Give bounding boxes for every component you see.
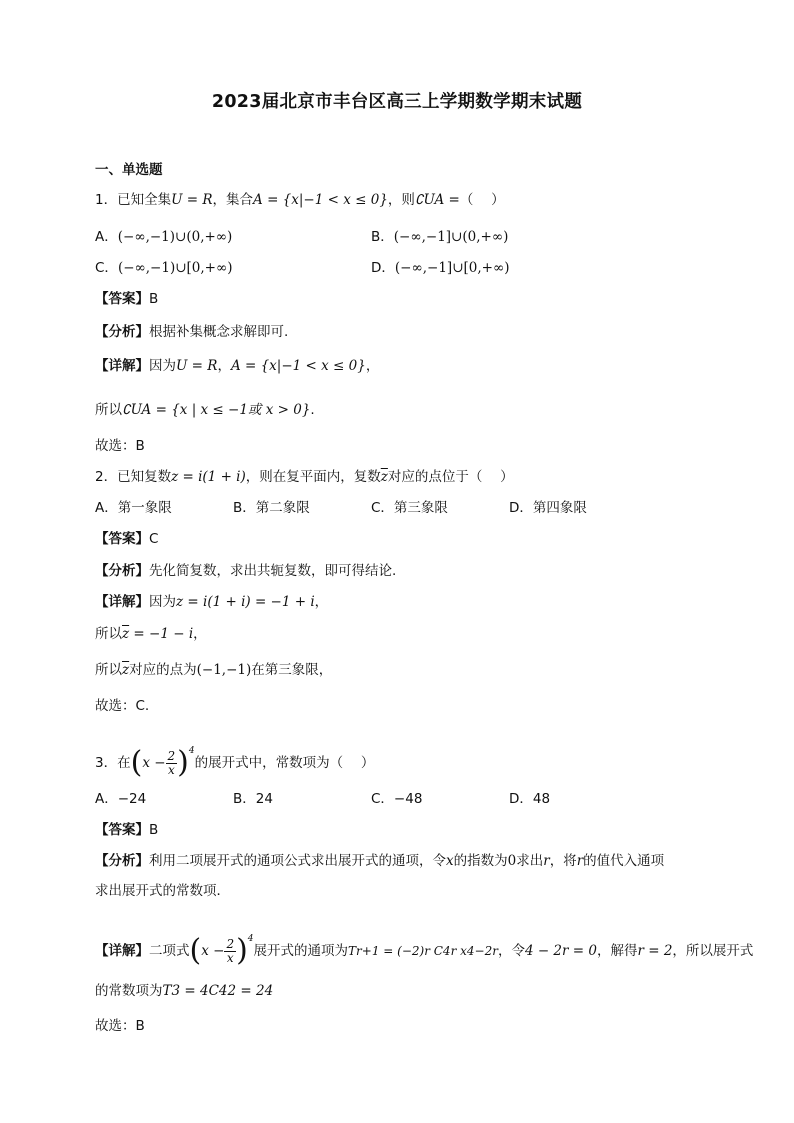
q3-t3-expr: T3 = 4C42 = 24	[162, 983, 274, 999]
q1-detail	[95, 356, 379, 376]
q3-analysis-d: ，将	[549, 853, 577, 869]
q1-answer	[95, 289, 158, 309]
q2-detail	[95, 592, 328, 612]
q3-detail-power: 4	[247, 934, 254, 944]
q1-detail-b: ，	[217, 358, 231, 374]
q2-option-a: A．第一象限	[95, 500, 172, 516]
q1-stem-c: ，则	[387, 192, 415, 208]
q3-option-c: C．−48	[371, 791, 423, 807]
q3-right-paren: )	[177, 745, 189, 780]
q3-detail-right-paren: )	[236, 933, 248, 968]
q3-fraction	[166, 750, 178, 777]
q2-l1-end: ，	[193, 626, 207, 642]
q3-detail-paren-x: x −	[201, 943, 225, 959]
q3-detail-e: ，所以展开式	[672, 943, 754, 959]
detail-label: 【详解】	[95, 594, 149, 610]
q3-constant-term	[95, 981, 273, 1001]
q3-analysis-line1	[95, 851, 664, 871]
q2-choose-value: C.	[135, 698, 150, 714]
q2-number: 2．	[95, 469, 118, 485]
q3-analysis-x: x	[446, 853, 454, 869]
q1-result	[95, 400, 315, 420]
q3-option-d: D．48	[509, 791, 551, 807]
q2-line1	[95, 624, 207, 644]
q3-paren-x: x −	[142, 755, 166, 771]
q3-analysis-e: 的值代入通项	[583, 853, 665, 869]
detail-label: 【详解】	[95, 943, 149, 959]
q3-analysis-b: 的指数为	[453, 853, 508, 869]
q1-stem-a: 已知全集	[117, 192, 172, 208]
section-heading: 一、单选题	[95, 162, 163, 178]
q3-analysis-a: 利用二项展开式的通项公式求出展开式的通项，令	[149, 853, 446, 869]
q3-answer	[95, 820, 158, 840]
q3-general-term: Tr+1 = (−2)r C4r x4−2r	[348, 944, 498, 958]
q1-set-u: U = R	[171, 192, 213, 208]
q3-analysis-zero: 0	[507, 853, 517, 869]
q3-analysis-r2: r	[576, 853, 584, 869]
q2-option-d: D．第四象限	[509, 500, 587, 516]
q1-option-a-letter: A．	[95, 229, 118, 245]
q3-analysis-line2: 求出展开式的常数项．	[95, 883, 230, 899]
q2-expr: z = i(1 + i)	[171, 469, 246, 485]
q1-choose	[95, 436, 145, 456]
q1-detail-end: ，	[365, 358, 380, 374]
q1-result-a: 所以	[95, 402, 122, 418]
q2-l1-a: 所以	[95, 626, 122, 642]
q1-option-c-text: (−∞,−1)∪[0,+∞)	[117, 260, 233, 276]
q1-option-a	[95, 227, 232, 247]
choose-label: 故选：	[95, 438, 136, 454]
q3-r-value: r = 2	[637, 943, 673, 959]
q2-l2-point: (−1,−1)	[196, 662, 252, 678]
q1-option-c-letter: C．	[95, 260, 118, 276]
q2-stem-a: 已知复数	[117, 469, 172, 485]
q2-answer	[95, 529, 158, 549]
q3-number: 3．在	[95, 755, 131, 771]
q3-detail-frac-den: x	[226, 950, 234, 965]
q2-l2-zbar: $\overline{z}$	[122, 662, 130, 678]
q3-frac-num: 2	[167, 748, 176, 763]
q3-left-paren: (	[130, 745, 143, 780]
q3-frac-den: x	[167, 762, 175, 777]
analysis-label: 【分析】	[95, 324, 149, 340]
q3-option-a: A．−24	[95, 791, 147, 807]
q1-option-a-text: (−∞,−1)∪(0,+∞)	[117, 229, 233, 245]
q1-analysis	[95, 322, 288, 342]
q1-option-d-letter: D．	[371, 260, 395, 276]
answer-label: 【答案】	[95, 822, 149, 838]
q1-choose-value: B	[135, 438, 145, 454]
q1-answer-value: B	[149, 291, 159, 307]
q2-analysis-text: 先化简复数，求出共轭复数，即可得结论.	[149, 563, 397, 579]
q2-stem-b: ，则在复平面内，复数	[245, 469, 381, 485]
q3-detail-b: 展开式的通项为	[253, 943, 349, 959]
q2-stem	[95, 467, 514, 487]
q2-answer-value: C	[149, 531, 159, 547]
q2-line2	[95, 660, 332, 680]
q2-detail-end: ，	[314, 594, 329, 610]
q2-option-b: B．第二象限	[233, 500, 310, 516]
q3-detail-left-paren: (	[189, 933, 202, 968]
q2-l1-expr: = −1 − i	[129, 626, 194, 642]
q3-detail-fraction	[224, 938, 236, 965]
q3-analysis-c: 求出	[516, 853, 544, 869]
q2-stem-c: 对应的点位于（ ）	[387, 469, 514, 485]
q3-choose	[95, 1016, 145, 1036]
q3-power: 4	[188, 746, 195, 756]
q1-option-d-text: (−∞,−1]∪[0,+∞)	[394, 260, 510, 276]
answer-label: 【答案】	[95, 291, 149, 307]
q1-number: 1．	[95, 192, 118, 208]
choose-label: 故选：	[95, 1018, 136, 1034]
q2-analysis	[95, 561, 396, 581]
q1-option-b-letter: B．	[371, 229, 394, 245]
detail-label: 【详解】	[95, 358, 149, 374]
q2-l2-b: 对应的点为	[129, 662, 197, 678]
q2-option-c: C．第三象限	[371, 500, 448, 516]
q1-result-end: .	[310, 402, 315, 418]
q2-zbar: $\overline{z}$	[380, 469, 388, 485]
q2-l2-a: 所以	[95, 662, 122, 678]
analysis-label: 【分析】	[95, 563, 149, 579]
q1-stem	[95, 190, 505, 210]
q3-detail-c: ，令	[497, 943, 525, 959]
q2-l1-zbar: $\overline{z}$	[122, 626, 130, 642]
q3-l2-a: 的常数项为	[95, 983, 163, 999]
q1-stem-d: （ ）	[459, 192, 505, 208]
q1-complement: ∁UA =	[414, 192, 460, 208]
q1-detail-u: U = R	[176, 358, 218, 374]
q2-choose	[95, 696, 149, 716]
q3-detail-d: ，解得	[596, 943, 638, 959]
q3-option-b: B．24	[233, 791, 273, 807]
answer-label: 【答案】	[95, 531, 149, 547]
q2-detail-expr: z = i(1 + i) = −1 + i	[176, 594, 315, 610]
page-title: 2023届北京市丰台区高三上学期数学期末试题	[211, 92, 583, 112]
q3-stem-b: 的展开式中，常数项为（ ）	[194, 755, 375, 771]
q2-l2-c: 在第三象限，	[251, 662, 333, 678]
q3-analysis-r: r	[543, 853, 550, 869]
q3-choose-value: B	[135, 1018, 145, 1034]
q2-detail-a: 因为	[149, 594, 176, 610]
q1-option-d	[371, 258, 509, 278]
q3-detail-a: 二项式	[149, 943, 190, 959]
q1-option-c	[95, 258, 233, 278]
q1-option-b-text: (−∞,−1]∪(0,+∞)	[393, 229, 509, 245]
q3-detail	[95, 921, 754, 968]
q1-detail-set: A = {x|−1 < x ≤ 0}	[230, 358, 366, 374]
q3-stem	[95, 733, 375, 780]
q3-equation: 4 − 2r = 0	[524, 943, 597, 959]
q1-option-b	[371, 227, 508, 247]
q1-detail-a: 因为	[149, 358, 176, 374]
q3-answer-value: B	[149, 822, 159, 838]
choose-label: 故选：	[95, 698, 136, 714]
analysis-label: 【分析】	[95, 853, 149, 869]
q1-stem-b: ，集合	[212, 192, 254, 208]
q1-set-a: A = {x|−1 < x ≤ 0}	[253, 192, 388, 208]
q3-detail-frac-num: 2	[226, 936, 235, 951]
q1-analysis-text: 根据补集概念求解即可.	[149, 324, 289, 340]
q1-result-expr: ∁UA = {x | x ≤ −1或 x > 0}	[122, 402, 311, 418]
